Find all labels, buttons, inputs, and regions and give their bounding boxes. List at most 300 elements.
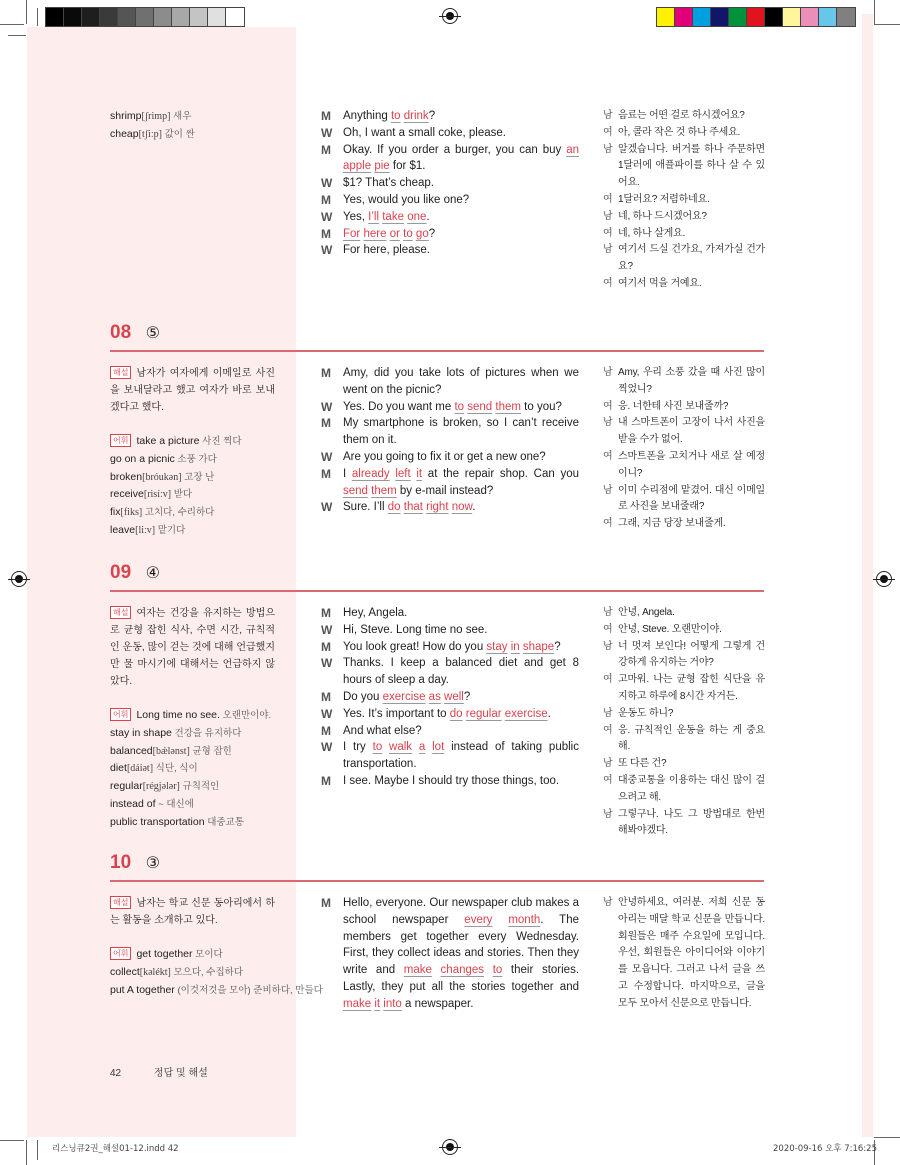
utterance: You look great! How do you stay in shape? <box>343 640 561 653</box>
spacer <box>110 929 275 946</box>
vocab-phonetic: [bróukən] <box>142 471 182 483</box>
speaker-label-kr: 여 <box>603 277 613 289</box>
dictation-blank: to <box>403 227 413 240</box>
vocab-meaning: 대중교통 <box>204 816 244 828</box>
utterance: Amy, did you take lots of pictures when we went on the picnic? <box>343 367 579 396</box>
dictation-blank: well <box>444 690 464 703</box>
translation-text: 여기서 먹을 거예요. <box>618 277 702 289</box>
vocab-item <box>110 469 275 487</box>
dictation-blank: take <box>382 210 404 223</box>
translation-turn <box>603 142 765 192</box>
utterance: Hello, everyone. Our newspaper club makes a school newspaper every month. The members get together every Wednesday. First, they collect ideas and stories. Then they write and make changes to their stories. Lastly, they put all the stories together and make it into a newspaper. <box>343 897 580 1010</box>
color-swatch <box>208 8 226 26</box>
dialog-turn <box>321 365 579 399</box>
speaker-label-kr: 남 <box>603 640 613 652</box>
speaker-label-kr: 여 <box>603 674 613 686</box>
dictation-blank: them <box>495 400 521 413</box>
translation-text: 안녕, Steve. 오랜만이야. <box>618 623 722 635</box>
speaker-label: M <box>321 896 331 910</box>
vocab-phonetic: [kəlékt] <box>139 966 171 978</box>
dictation-blank: here <box>363 227 387 240</box>
vocab-phonetic: [régjələr] <box>142 781 180 793</box>
dialog-turn <box>321 125 579 142</box>
dictation-blank: to <box>372 741 383 754</box>
speaker-label: M <box>321 416 331 431</box>
speaker-label: M <box>321 142 331 157</box>
registration-mark-icon <box>442 8 458 24</box>
dialog-turn <box>321 723 579 740</box>
speaker-label: M <box>321 689 331 704</box>
color-swatch <box>747 8 765 26</box>
dictation-blank: or <box>389 227 400 240</box>
vocab-badge: 어휘 <box>110 708 131 721</box>
vocab-word: regular <box>110 780 143 793</box>
dictation-blank: an <box>566 143 579 156</box>
utterance: Yes, I’ll take one. <box>343 210 430 223</box>
translation-10 <box>603 895 765 1013</box>
utterance: Yes, would you like one? <box>343 193 470 206</box>
vocab-meaning: 균형 잡힌 <box>189 745 232 757</box>
color-swatch <box>765 8 783 26</box>
translation-text: 고마워. 나는 균형 잡힌 식단을 유지하고 하루에 8시간 자거든. <box>618 674 765 702</box>
translation-turn <box>603 108 765 125</box>
vocab-meaning: 고장 난 <box>181 471 215 483</box>
dictation-blank: to <box>454 400 465 413</box>
vocab-phonetic: [bǽlənst] <box>152 745 190 757</box>
dictation-blank: exercise <box>382 690 426 703</box>
speaker-label-kr: 여 <box>603 623 613 635</box>
answer-choice: ⑤ <box>145 325 160 342</box>
translation-text: 아, 콜라 작은 것 하나 주세요. <box>618 126 741 138</box>
dictation-blank: into <box>383 997 402 1010</box>
vocab-word: balanced <box>110 744 153 757</box>
translation-text: 이미 수리점에 맡겼어. 대신 이메일로 사진을 보내줄래? <box>618 484 765 513</box>
speaker-label-kr: 남 <box>603 607 613 618</box>
crop-mark <box>874 0 875 24</box>
translation-turn <box>603 365 765 399</box>
speaker-label-kr: 남 <box>603 758 613 770</box>
translation-text: 대중교통을 이용하는 대신 많이 걸으려고 해. <box>618 774 765 803</box>
utterance: Do you exercise as well? <box>343 690 471 703</box>
translation-turn <box>603 756 765 773</box>
crop-mark <box>37 1140 38 1160</box>
translation-turn <box>603 516 765 533</box>
speaker-label: W <box>321 176 333 191</box>
dictation-blank: drink <box>403 110 429 122</box>
vocab-item <box>110 486 275 504</box>
translation-08 <box>603 365 765 533</box>
dictation-blank: it <box>416 467 423 480</box>
speaker-label: W <box>321 243 333 258</box>
color-swatch <box>783 8 801 26</box>
vocab-meaning: 소풍 가다 <box>174 453 217 465</box>
section-header-08 <box>110 322 764 344</box>
page-number: 42 <box>110 1068 122 1079</box>
spacer <box>110 690 275 707</box>
speaker-label-kr: 여 <box>603 518 613 530</box>
dialog-turn <box>321 639 579 656</box>
registration-mark-icon <box>442 1139 458 1155</box>
translation-text: 응. 너한테 사진 보내줄까? <box>618 400 729 412</box>
vocab-item <box>110 504 275 522</box>
vocab-meaning: 오랜만이야. <box>219 710 272 721</box>
dialog-turn <box>321 739 579 773</box>
slug-timestamp: 2020-09-16 오후 7:16:25 <box>773 1144 877 1154</box>
vocab-meaning: 받다 <box>171 489 193 501</box>
utterance: Yes. It’s important to do regular exercise. <box>343 707 551 720</box>
utterance: Hi, Steve. Long time no see. <box>343 623 488 636</box>
color-swatch <box>226 8 244 26</box>
dictation-blank: as <box>428 690 441 703</box>
translation-turn <box>603 723 765 757</box>
dictation-blank: send <box>467 400 493 413</box>
vocab-meaning: 값이 싼 <box>161 128 195 140</box>
translation-text: 안녕, Angela. <box>618 607 675 618</box>
vocab-phonetic: [fiks] <box>120 507 143 519</box>
translation-turn <box>603 807 765 841</box>
translation-text: 또 다른 건? <box>618 758 667 770</box>
crop-mark <box>874 1137 900 1138</box>
question-number: 08 <box>110 322 132 343</box>
speaker-label-kr: 여 <box>603 193 613 205</box>
vocab-word: go on a picnic <box>110 452 175 465</box>
speaker-label-kr: 여 <box>603 724 613 736</box>
crop-mark <box>8 35 26 36</box>
dictation-blank: to <box>390 110 401 122</box>
speaker-label: W <box>321 622 333 637</box>
speaker-label: M <box>321 639 331 654</box>
utterance: Sure. I’ll do that right now. <box>343 501 476 514</box>
speaker-label-kr: 여 <box>603 450 613 462</box>
dictation-blank: every <box>464 913 493 926</box>
translation-turn <box>603 125 765 142</box>
vocab-word: receive <box>110 488 144 501</box>
utterance: I already left it at the repair shop. Can you send them by e-mail instead? <box>343 467 580 497</box>
dictation-blank: regular <box>465 707 502 720</box>
vocab-word: put A together <box>110 983 175 996</box>
dictation-blank: send <box>343 484 368 497</box>
speaker-label: W <box>321 125 333 140</box>
color-swatch <box>64 8 82 26</box>
vocab-meaning: 맡기다 <box>155 524 186 536</box>
vocab-word: leave <box>110 523 136 536</box>
dictation-blank: changes <box>440 964 485 977</box>
dictation-blank: exercise <box>504 707 548 720</box>
translation-text: 너 멋져 보인다! 어떻게 그렇게 건강하게 유지하는 거야? <box>618 640 765 669</box>
crop-mark <box>0 24 24 25</box>
registration-mark-icon <box>876 571 892 587</box>
speaker-label: W <box>321 500 333 515</box>
vocab-meaning: 모이다 <box>192 949 223 960</box>
translation-turn <box>603 605 765 622</box>
dictation-blank: one <box>407 210 427 223</box>
speaker-label: M <box>321 226 331 241</box>
section-divider <box>110 350 764 352</box>
vocab-meaning: ~ 대신에 <box>155 798 194 810</box>
utterance: I try to walk a lot instead of taking public transportation. <box>343 741 579 771</box>
vocab-meaning: 새우 <box>170 111 192 122</box>
slug-filename: 리스닝큐2권_해설01-12.indd 42 <box>52 1144 179 1154</box>
dictation-blank: a <box>418 741 426 754</box>
translation-text: 그래, 지금 당장 보내줄게. <box>618 518 726 530</box>
page-footer <box>110 1064 208 1079</box>
speaker-label-kr: 남 <box>603 244 613 256</box>
section-header-10 <box>110 852 764 874</box>
dictation-blank: do <box>449 707 463 720</box>
dictation-blank: now <box>451 501 473 514</box>
dictation-blank: that <box>403 501 423 514</box>
vocab-item <box>110 946 275 964</box>
translation-top <box>603 108 765 293</box>
explanation-panel-09 <box>110 605 275 832</box>
vocab-word: Long time no see. <box>136 709 220 721</box>
question-number: 10 <box>110 852 132 873</box>
explanation-text: 해설 남자가 여자에게 이메일로 사진을 보내달라고 했고 여자가 바로 보내겠다고 했다. <box>110 368 275 413</box>
vocab-word: get together <box>136 948 193 960</box>
vocab-badge: 어휘 <box>110 947 131 960</box>
color-swatch <box>100 8 118 26</box>
speaker-label-kr: 남 <box>603 808 613 820</box>
dialog-turn <box>321 175 579 192</box>
color-swatch <box>729 8 747 26</box>
utterance: Yes. Do you want me to send them to you? <box>343 400 562 413</box>
dictation-blank: For <box>343 227 361 240</box>
dictation-blank: lot <box>432 741 445 754</box>
utterance: Oh, I want a small coke, please. <box>343 126 506 139</box>
dialog-turn <box>321 142 579 176</box>
vocab-item <box>110 964 275 982</box>
dialog-turn <box>321 706 579 723</box>
utterance: I see. Maybe I should try those things, too. <box>343 774 560 787</box>
dialog-turn <box>321 655 579 689</box>
utterance: $1? That’s cheap. <box>343 177 435 190</box>
speaker-label-kr: 남 <box>603 210 613 222</box>
dictation-blank: apple <box>343 160 372 173</box>
color-swatch <box>190 8 208 26</box>
color-swatch <box>819 8 837 26</box>
utterance: For here, please. <box>343 244 430 257</box>
vocab-item <box>110 725 275 743</box>
section-divider <box>110 880 764 882</box>
color-swatch <box>82 8 100 26</box>
utterance: Hey, Angela. <box>343 607 408 619</box>
section-header-09 <box>110 562 764 584</box>
translation-text: 안녕하세요, 여러분. 저희 신문 동아리는 매달 학교 신문을 만듭니다. 회원들은 매주 수요일에 모입니다. 우선, 회원들은 아이디어와 이야기를 모읍니다. 그러고 나서 글을 쓰고 수정합니다. 마지막으로, 글을 모두 모아서 신문으로 만듭니다. <box>618 897 765 1009</box>
dictation-blank: walk <box>389 741 413 754</box>
dictation-blank: pie <box>374 160 390 173</box>
dialog-turn <box>321 689 579 706</box>
answer-choice: ③ <box>145 855 160 872</box>
translation-turn <box>603 622 765 639</box>
translation-turn <box>603 672 765 706</box>
utterance: And what else? <box>343 724 422 737</box>
crop-mark <box>0 1140 24 1141</box>
vocab-item <box>110 760 275 778</box>
dictation-blank: shape <box>522 640 555 653</box>
speaker-label: W <box>321 656 333 671</box>
vocab-item <box>110 126 275 144</box>
vocab-meaning: 규칙적인 <box>179 781 220 793</box>
speaker-label-kr: 남 <box>603 367 613 378</box>
vocab-phonetic: [ʃrimp] <box>141 111 171 122</box>
translation-turn <box>603 773 765 807</box>
color-swatch <box>46 8 64 26</box>
dialog-turn <box>321 773 579 790</box>
vocab-item <box>110 451 275 469</box>
translation-turn <box>603 415 765 449</box>
color-swatch <box>837 8 855 26</box>
dialog-turn <box>321 108 579 125</box>
translation-turn <box>603 209 765 226</box>
translation-text: 네, 하나 살게요. <box>618 227 686 239</box>
vocab-meaning: 사진 찍다 <box>199 436 242 447</box>
dictation-blank: month <box>508 913 541 926</box>
dictation-blank: left <box>395 467 411 480</box>
translation-text: 여기서 드실 건가요, 가져가실 건가요? <box>618 244 765 273</box>
dictation-blank: in <box>510 640 520 653</box>
dialog-turn <box>321 399 579 416</box>
speaker-label-kr: 남 <box>603 143 613 155</box>
speaker-label-kr: 남 <box>603 707 613 719</box>
vocab-item <box>110 796 275 814</box>
vocab-item <box>110 522 275 540</box>
dialog-turn <box>321 622 579 639</box>
crop-mark <box>874 24 900 25</box>
color-swatch <box>172 8 190 26</box>
speaker-label: W <box>321 449 333 464</box>
speaker-label: W <box>321 740 333 755</box>
translation-turn <box>603 242 765 276</box>
vocab-phonetic: [liːv] <box>135 524 156 536</box>
dialog-08 <box>321 365 579 516</box>
dialog-09 <box>321 605 579 790</box>
vocab-item <box>110 108 275 126</box>
crop-mark <box>26 1140 27 1165</box>
dialog-10 <box>321 895 579 1013</box>
explanation-text: 해설 여자는 건강을 유지하는 방법으로 균형 잡힌 식사, 수면 시간, 규칙적인 운동, 많이 걷는 것에 대해 언급했지만 물 마시기에 대해서는 언급하지 않았다. <box>110 608 275 687</box>
speaker-label-kr: 남 <box>603 417 613 429</box>
color-swatch <box>154 8 172 26</box>
translation-turn <box>603 706 765 723</box>
explanation-panel-08 <box>110 365 275 540</box>
utterance: Thanks. I keep a balanced diet and get 8 hours of sleep a day. <box>343 657 579 687</box>
speaker-label-kr: 남 <box>603 484 613 496</box>
dialog-turn <box>321 895 579 1013</box>
vocab-word: collect <box>110 965 140 978</box>
vocab-word: cheap <box>110 127 139 140</box>
utterance: Okay. If you order a burger, you can buy an apple pie for $1. <box>343 143 579 173</box>
color-swatch <box>693 8 711 26</box>
dictation-blank: already <box>351 467 390 480</box>
vocab-item <box>110 433 275 451</box>
dictation-blank: go <box>415 227 429 240</box>
color-swatch <box>801 8 819 26</box>
right-bleed-strip <box>862 14 873 1137</box>
translation-text: Amy, 우리 소풍 갔을 때 사진 많이 찍었니? <box>618 367 765 395</box>
registration-mark-icon <box>11 571 27 587</box>
vocab-phonetic: [dáiət] <box>126 763 154 775</box>
translation-text: 운동도 하니? <box>618 707 674 719</box>
color-swatch <box>136 8 154 26</box>
dictation-blank: make <box>403 964 432 977</box>
explanation-badge: 해설 <box>110 606 131 619</box>
dictation-blank: I’ll <box>368 210 380 223</box>
utterance: For here or to go? <box>343 227 436 240</box>
vocab-meaning: 건강을 유지하다 <box>171 727 242 739</box>
crop-mark <box>26 0 27 24</box>
speaker-label: M <box>321 466 331 481</box>
vocab-phonetic: [risíːv] <box>143 489 172 501</box>
color-swatch <box>118 8 136 26</box>
dictation-blank: to <box>492 964 503 977</box>
vocab-meaning: 모으다, 수집하다 <box>170 966 244 978</box>
question-number: 09 <box>110 562 132 583</box>
dialog-top <box>321 108 579 259</box>
cmyk-color-bar <box>656 7 856 27</box>
answer-choice: ④ <box>145 565 160 582</box>
translation-text: 스마트폰을 고치거나 새로 살 예정이니? <box>618 450 765 479</box>
vocab-word: instead of <box>110 797 156 810</box>
translation-turn <box>603 483 765 517</box>
translation-turn <box>603 192 765 209</box>
translation-turn <box>603 895 765 1013</box>
vocab-meaning: 식단, 식이 <box>153 763 198 775</box>
utterance: Are you going to fix it or get a new one? <box>343 450 546 463</box>
dialog-turn <box>321 226 579 243</box>
speaker-label: M <box>321 606 331 620</box>
translation-turn <box>603 449 765 483</box>
vocab-item <box>110 707 275 725</box>
translation-text: 음료는 어떤 걸로 하시겠어요? <box>618 110 745 121</box>
translation-turn <box>603 639 765 673</box>
explanation-panel-10 <box>110 895 323 999</box>
dialog-turn <box>321 499 579 516</box>
dictation-blank: them <box>371 484 397 497</box>
crop-mark <box>37 8 38 26</box>
translation-text: 그렇구나. 나도 그 방법대로 한번 해봐야겠다. <box>618 808 765 837</box>
page-section-label: 정답 및 해설 <box>153 1068 208 1079</box>
dialog-turn <box>321 605 579 622</box>
utterance: Anything to drink? <box>343 110 436 122</box>
vocab-word: shrimp <box>110 110 142 122</box>
speaker-label: W <box>321 706 333 721</box>
vocab-badge: 어휘 <box>110 434 131 447</box>
speaker-label: M <box>321 366 331 380</box>
dialog-turn <box>321 466 579 500</box>
dictation-blank: it <box>374 997 381 1010</box>
vocab-item <box>110 743 275 761</box>
speaker-label-kr: 여 <box>603 227 613 239</box>
translation-turn <box>603 276 765 293</box>
dialog-turn <box>321 209 579 226</box>
dictation-blank: do <box>387 501 401 514</box>
translation-text: 1달러요? 저렴하네요. <box>618 193 710 205</box>
vocab-word: stay in shape <box>110 726 172 739</box>
vocab-item <box>110 982 323 1000</box>
vocab-word: take a picture <box>136 435 200 447</box>
vocab-meaning: 고치다, 수리하다 <box>142 507 215 519</box>
explanation-badge: 해설 <box>110 896 131 909</box>
explanation-text: 해설 남자는 학교 신문 동아리에서 하는 활동을 소개하고 있다. <box>110 898 275 926</box>
speaker-label-kr: 남 <box>603 897 613 908</box>
utterance: My smartphone is broken, so I can’t receive them on it. <box>343 417 579 447</box>
color-swatch <box>675 8 693 26</box>
speaker-label: M <box>321 723 331 738</box>
dictation-blank: right <box>426 501 449 514</box>
translation-text: 알겠습니다. 버거를 하나 주문하면 1달러에 애플파이를 하나 살 수 있어요. <box>618 143 765 189</box>
translation-text: 응. 규칙적인 운동을 하는 게 중요해. <box>618 724 765 753</box>
explanation-badge: 해설 <box>110 366 131 379</box>
